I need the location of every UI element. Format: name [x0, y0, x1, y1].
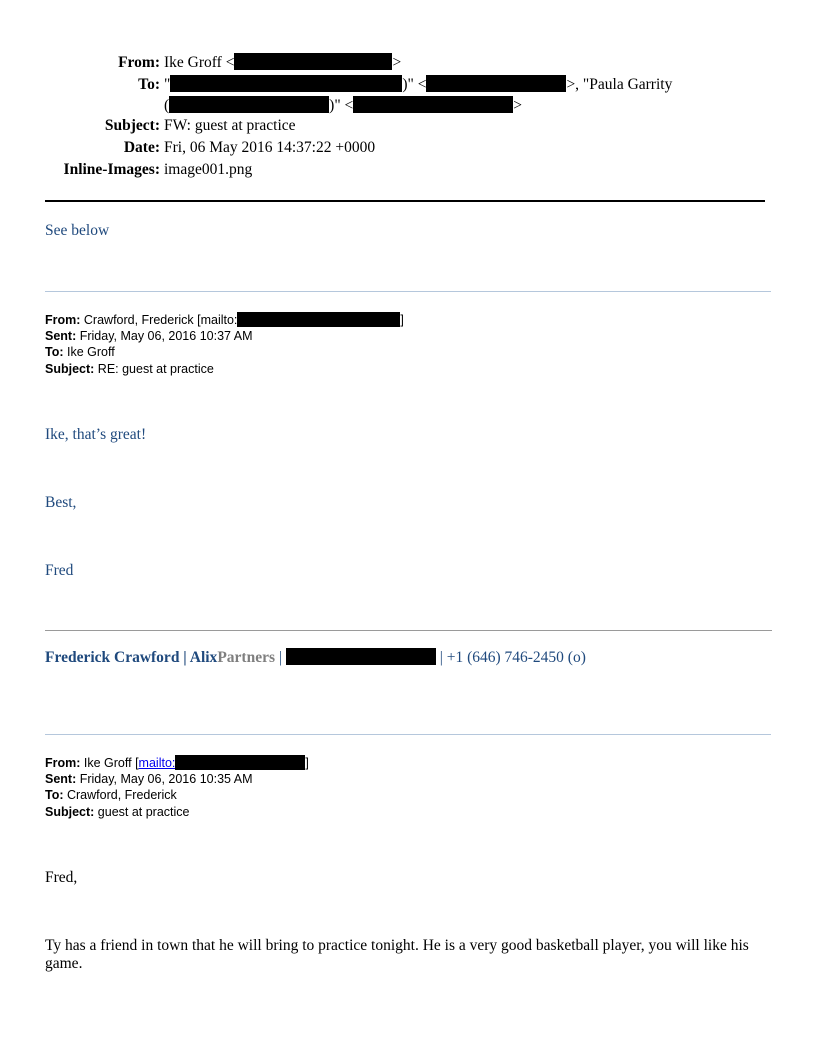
reply1-from-close: ] — [400, 313, 404, 327]
original-sent-value: Friday, May 06, 2016 10:35 AM — [76, 772, 253, 787]
header-to-after: >, "Paula Garrity — [566, 76, 673, 93]
original-to — [45, 787, 309, 803]
original-divider — [45, 734, 771, 735]
header-images-value: image001.png — [164, 161, 253, 178]
original-message: Ty has a friend in town that he will bring to practice tonight. He is a very good basketball player, you will like his game. — [45, 937, 749, 972]
header-images-row — [0, 159, 816, 181]
signature-company-a: Alix — [189, 649, 218, 666]
original-from-close: ] — [305, 756, 309, 770]
original-subject-value: guest at practice — [94, 804, 190, 819]
header-date-value: Fri, 06 May 2016 14:37:22 +0000 — [164, 139, 376, 156]
header-from-label: From: — [118, 54, 160, 71]
redaction-box — [170, 75, 402, 92]
email-header — [0, 52, 816, 181]
redaction-box — [286, 648, 436, 665]
reply1-to-value: Ike Groff — [63, 345, 115, 360]
header-to-label: To: — [138, 76, 160, 93]
signature-divider — [45, 630, 772, 631]
header-to-line2-mid: )" < — [329, 97, 354, 114]
original-from — [45, 755, 309, 771]
header-to-line2-close: > — [513, 97, 523, 114]
signature-separator: | — [274, 649, 286, 666]
signature-company-b: Partners — [217, 649, 275, 666]
header-date-row — [0, 137, 816, 159]
original-from-value: Ike Groff [ — [80, 756, 139, 770]
original-sent-label: Sent: — [45, 772, 77, 787]
reply1-from-value: Crawford, Frederick [mailto: — [80, 313, 238, 327]
reply1-sent-value: Friday, May 06, 2016 10:37 AM — [76, 329, 253, 344]
reply-divider — [45, 291, 771, 292]
reply1-line2: Best, — [45, 494, 77, 511]
original-subject-label: Subject: — [45, 804, 95, 819]
reply1-line1: Ike, that’s great! — [45, 426, 147, 443]
header-to-row — [0, 74, 816, 96]
body-see-below: See below — [45, 222, 110, 239]
original-greeting: Fred, — [45, 869, 78, 886]
reply1-to — [45, 344, 404, 360]
header-to-mid: )" < — [402, 76, 427, 93]
reply1-subject-label: Subject: — [45, 361, 95, 376]
header-to-row-2 — [0, 96, 816, 115]
original-from-label: From: — [45, 756, 81, 770]
header-images-label: Inline-Images: — [63, 161, 160, 178]
reply1-to-label: To: — [45, 345, 64, 360]
redaction-box — [426, 75, 566, 92]
header-to-line2-open: ( — [164, 97, 170, 114]
redaction-box — [234, 53, 392, 70]
header-from-row — [0, 52, 816, 74]
header-to-open: " — [164, 76, 171, 93]
original-subject — [45, 804, 309, 820]
original-to-value: Crawford, Frederick — [63, 788, 177, 803]
signature — [45, 648, 586, 667]
reply1-header — [45, 312, 404, 377]
header-subject-row — [0, 115, 816, 137]
reply1-sent-label: Sent: — [45, 329, 77, 344]
header-divider — [45, 200, 765, 202]
header-date-label: Date: — [123, 139, 160, 156]
header-from-value: Ike Groff < — [164, 54, 235, 71]
redaction-box — [169, 96, 329, 113]
redaction-box — [237, 312, 400, 327]
original-sent — [45, 771, 309, 787]
redaction-box — [353, 96, 513, 113]
reply1-from — [45, 312, 404, 328]
header-subject-value: FW: guest at practice — [164, 117, 296, 134]
header-subject-label: Subject: — [104, 117, 160, 134]
reply1-from-label: From: — [45, 313, 81, 327]
reply1-subject — [45, 361, 404, 377]
original-header — [45, 755, 309, 820]
reply1-subject-value: RE: guest at practice — [94, 361, 214, 376]
signature-phone: | +1 (646) 746-2450 (o) — [435, 649, 586, 666]
redaction-box — [175, 755, 305, 770]
mailto-link[interactable]: mailto: — [138, 756, 176, 770]
reply1-line3: Fred — [45, 562, 74, 579]
header-from-close: > — [392, 54, 402, 71]
original-to-label: To: — [45, 788, 64, 803]
signature-name: Frederick Crawford | — [45, 649, 190, 666]
reply1-sent — [45, 328, 404, 344]
